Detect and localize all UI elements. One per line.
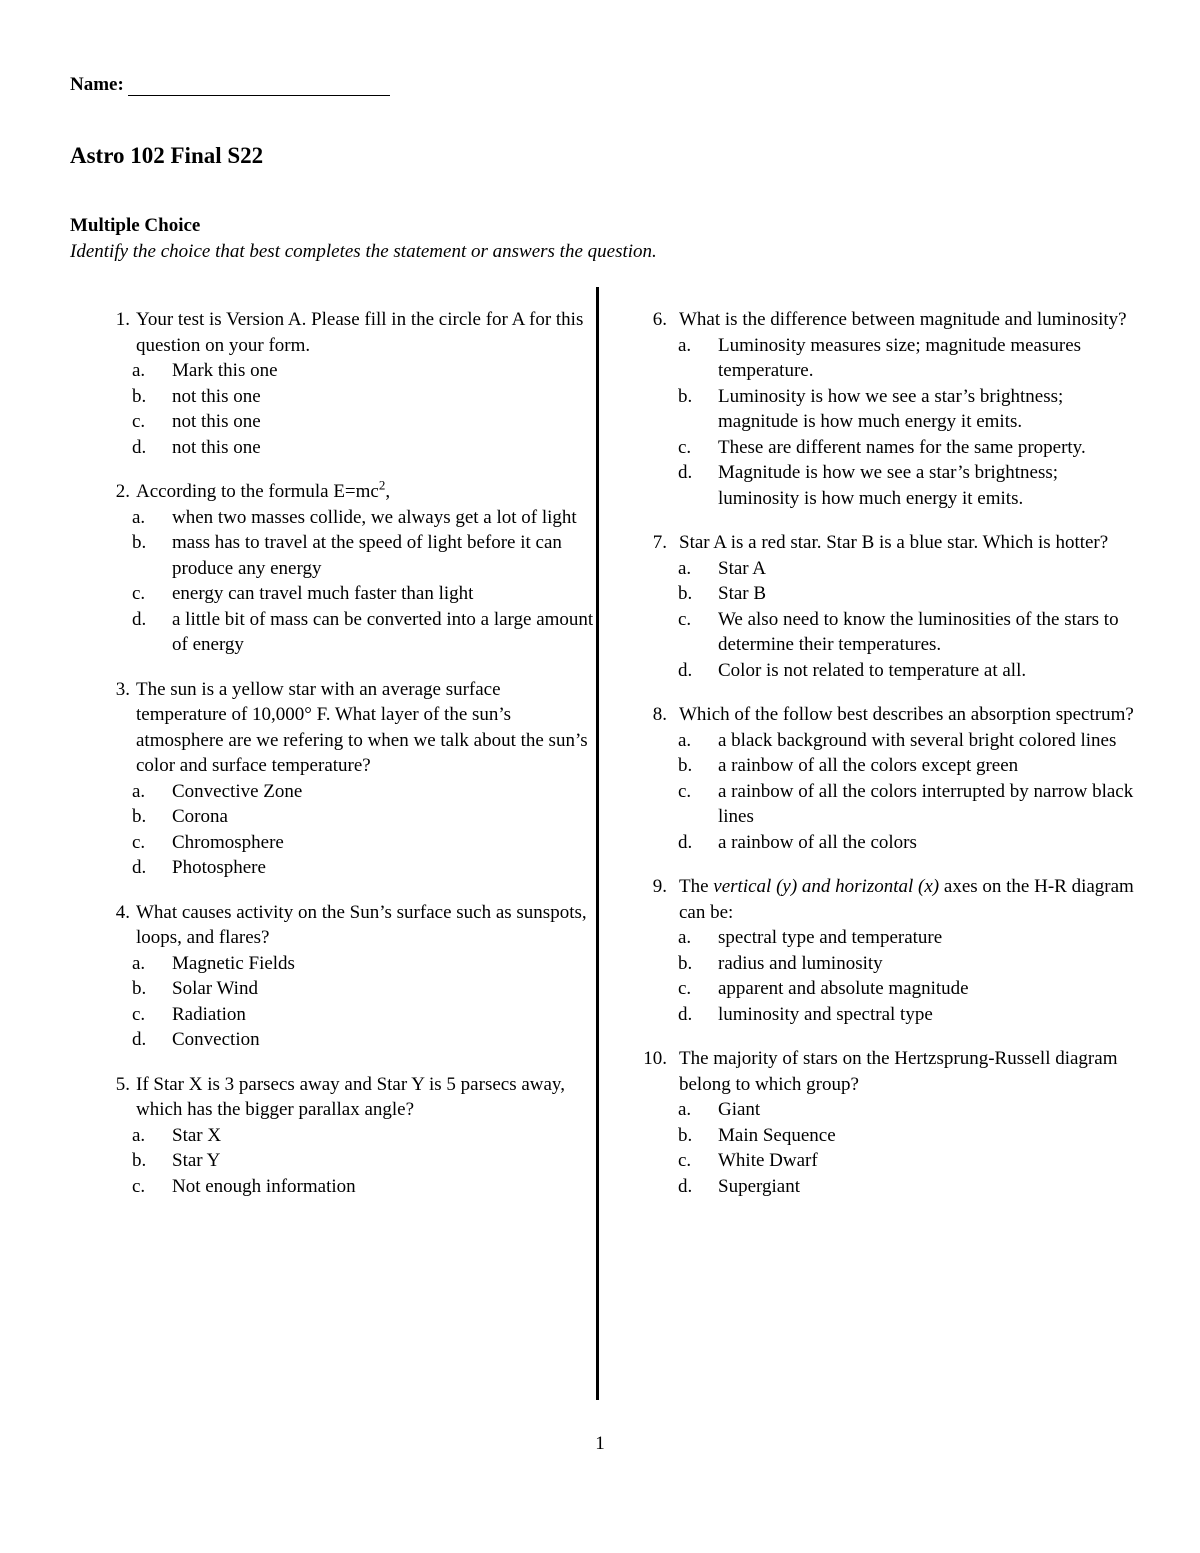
- choice-letter: d.: [132, 608, 147, 630]
- question-7: [632, 530, 1142, 683]
- choice-list: [678, 333, 1142, 512]
- choice[interactable]: [132, 358, 594, 384]
- question-5: [94, 1072, 594, 1200]
- choice-letter: d.: [678, 831, 693, 853]
- choice[interactable]: [132, 1123, 594, 1149]
- choice[interactable]: [132, 1174, 594, 1200]
- choice-list: [678, 1097, 1142, 1199]
- choice-text: energy can travel much faster than light: [172, 583, 474, 604]
- choice[interactable]: [678, 925, 1142, 951]
- question-text: [667, 874, 1142, 925]
- question-text: Which of the follow best describes an absorption spectrum?: [679, 704, 1134, 725]
- choice[interactable]: [678, 976, 1142, 1002]
- choice-letter: d.: [132, 436, 147, 458]
- choice-text: Convection: [172, 1029, 260, 1050]
- choice-text: White Dwarf: [718, 1150, 818, 1171]
- choice-text: apparent and absolute magnitude: [718, 978, 969, 999]
- choice-text: Not enough information: [172, 1175, 356, 1197]
- choice-list: [132, 505, 594, 658]
- choice-text: a little bit of mass can be converted into a large amount of energy: [172, 608, 594, 655]
- question-number: 3.: [115, 678, 130, 700]
- choice-letter: a.: [678, 1099, 692, 1120]
- name-field: [70, 74, 390, 96]
- question-text-end: axes on the H-R diagram can be:: [679, 876, 1134, 923]
- choice-letter: b.: [678, 583, 693, 604]
- choice-letter: b.: [132, 1150, 147, 1171]
- choice[interactable]: [132, 951, 594, 977]
- choice[interactable]: [132, 581, 594, 607]
- question-number: 1.: [115, 309, 130, 330]
- choice-letter: b.: [678, 1124, 693, 1146]
- question-9: [632, 874, 1142, 1027]
- question-4: [94, 900, 594, 1053]
- question-text-start: The: [679, 876, 714, 897]
- choice-text: spectral type and temperature: [718, 927, 943, 948]
- choice-letter: d.: [678, 659, 693, 681]
- choice[interactable]: [678, 333, 1142, 384]
- choice[interactable]: [132, 435, 594, 461]
- choice-letter: b.: [678, 385, 693, 407]
- choice[interactable]: [678, 728, 1142, 754]
- choice[interactable]: [678, 753, 1142, 779]
- choice-text: Photosphere: [172, 857, 266, 878]
- section-title: Multiple Choice: [70, 215, 201, 236]
- question-2: [94, 479, 594, 658]
- choice-letter: b.: [132, 385, 147, 407]
- question-text: The majority of stars on the Hertzsprung-Russell diagram belong to which group?: [679, 1048, 1118, 1095]
- choice-letter: a.: [678, 729, 692, 751]
- exam-title: Astro 102 Final S22: [70, 143, 264, 168]
- choice-text: Magnetic Fields: [172, 952, 295, 974]
- choice[interactable]: [132, 1027, 594, 1053]
- choice-letter: c.: [132, 831, 146, 853]
- choice[interactable]: [132, 855, 594, 881]
- choice-letter: a.: [132, 780, 146, 802]
- question-text-main: According to the formula E=mc: [136, 481, 379, 502]
- choice[interactable]: [678, 607, 1142, 658]
- choice-list: [132, 779, 594, 881]
- question-text-emphasis: vertical (y) and horizontal (x): [713, 876, 940, 897]
- choice[interactable]: [132, 607, 594, 658]
- choice-letter: d.: [678, 1003, 693, 1025]
- choice-list: [678, 728, 1142, 856]
- choice-letter: c.: [678, 436, 692, 458]
- question-number: 5.: [115, 1073, 130, 1095]
- choice[interactable]: [678, 460, 1142, 511]
- choice-list: [678, 925, 1142, 1027]
- choice[interactable]: [678, 1123, 1142, 1149]
- choice-list: [132, 951, 594, 1053]
- question-8: [632, 702, 1142, 855]
- choice-letter: d.: [678, 462, 693, 483]
- choice-text: Corona: [172, 806, 228, 827]
- choice[interactable]: [132, 1002, 594, 1028]
- question-text: If Star X is 3 parsecs away and Star Y is 5 parsecs away, which has the bigger parallax angle?: [136, 1073, 565, 1120]
- question-number: 4.: [115, 901, 130, 923]
- choice[interactable]: [678, 1148, 1142, 1174]
- instructions: Identify the choice that best completes the statement or answers the question.: [70, 241, 657, 262]
- choice-letter: b.: [132, 532, 147, 553]
- choice-letter: c.: [132, 411, 146, 432]
- choice[interactable]: [132, 779, 594, 805]
- choice-text: not this one: [172, 411, 261, 432]
- choice-list: [132, 1123, 594, 1200]
- choice[interactable]: [678, 1097, 1142, 1123]
- choice-letter: d.: [132, 1029, 147, 1050]
- choice[interactable]: [678, 581, 1142, 607]
- choice-letter: d.: [132, 857, 147, 878]
- question-text: Star A is a red star. Star B is a blue star. Which is hotter?: [679, 532, 1109, 553]
- choice-text: a rainbow of all the colors interrupted by narrow black lines: [718, 780, 1134, 827]
- choice[interactable]: [132, 804, 594, 830]
- choice[interactable]: [678, 435, 1142, 461]
- choice-text: not this one: [172, 436, 261, 458]
- question-number: 9.: [652, 876, 667, 897]
- choice-text: not this one: [172, 385, 261, 407]
- choice-text: Chromosphere: [172, 831, 284, 853]
- left-column: [94, 307, 594, 1218]
- choice-letter: c.: [132, 1003, 146, 1025]
- question-number: 7.: [652, 532, 667, 553]
- question-number: 2.: [115, 481, 130, 502]
- choice-text: a black background with several bright colored lines: [718, 729, 1117, 751]
- choice-text: Solar Wind: [172, 978, 258, 999]
- choice-text: Color is not related to temperature at all.: [718, 659, 1027, 681]
- choice-letter: b.: [678, 755, 693, 776]
- choice-text: luminosity and spectral type: [718, 1003, 933, 1025]
- choice-letter: a.: [132, 1124, 146, 1146]
- choice-text: Luminosity measures size; magnitude measures temperature.: [718, 334, 1082, 381]
- choice-text: Main Sequence: [718, 1124, 836, 1146]
- choice-letter: a.: [678, 557, 692, 579]
- choice[interactable]: [132, 1148, 594, 1174]
- choice-text: Luminosity is how we see a star’s brightness; magnitude is how much energy it emits.: [718, 385, 1064, 432]
- choice-text: Giant: [718, 1099, 761, 1120]
- choice-letter: c.: [132, 1175, 146, 1197]
- question-number: 6.: [652, 309, 667, 330]
- choice-letter: a.: [132, 506, 146, 528]
- choice-text: Star Y: [172, 1150, 221, 1171]
- question-text: Your test is Version A. Please fill in the circle for A for this question on your form.: [136, 309, 584, 356]
- choice-text: a rainbow of all the colors except green: [718, 755, 1019, 776]
- choice[interactable]: [678, 830, 1142, 856]
- choice[interactable]: [132, 505, 594, 531]
- name-label: Name:: [70, 74, 124, 95]
- choice-text: when two masses collide, we always get a lot of light: [172, 506, 577, 528]
- choice-letter: a.: [678, 334, 692, 356]
- choice[interactable]: [132, 530, 594, 581]
- choice-text: Star B: [718, 583, 767, 604]
- question-number: 10.: [643, 1048, 667, 1069]
- choice-letter: c.: [678, 780, 692, 802]
- question-text: [130, 479, 594, 505]
- choice-letter: a.: [678, 927, 692, 948]
- choice-text: Star X: [172, 1124, 222, 1146]
- choice-text: mass has to travel at the speed of light before it can produce any energy: [172, 532, 562, 579]
- question-10: [632, 1046, 1142, 1199]
- choice-text: a rainbow of all the colors: [718, 831, 917, 853]
- name-blank-line[interactable]: [128, 75, 390, 96]
- choice-letter: b.: [678, 952, 693, 974]
- question-3: [94, 677, 594, 881]
- question-1: [94, 307, 594, 460]
- choice[interactable]: [678, 384, 1142, 435]
- choice[interactable]: [678, 1002, 1142, 1028]
- choice[interactable]: [678, 658, 1142, 684]
- choice[interactable]: [678, 1174, 1142, 1200]
- superscript: 2: [378, 477, 386, 493]
- choice-letter: a.: [132, 360, 146, 381]
- right-column: [632, 307, 1142, 1218]
- choice-text: Convective Zone: [172, 780, 303, 802]
- question-text: What is the difference between magnitude and luminosity?: [679, 309, 1127, 330]
- choice[interactable]: [132, 384, 594, 410]
- choice-letter: c.: [678, 978, 692, 999]
- choice-letter: c.: [678, 608, 692, 630]
- choice-text: Mark this one: [172, 360, 278, 381]
- choice-letter: d.: [678, 1175, 693, 1197]
- question-text: The sun is a yellow star with an average surface temperature of 10,000° F. What layer of the sun’s atmosphere are we refering to when we talk about the sun’s color and surface temperature?: [136, 678, 588, 776]
- choice-text: radius and luminosity: [718, 952, 883, 974]
- choice[interactable]: [132, 976, 594, 1002]
- choice-list: [678, 556, 1142, 684]
- choice[interactable]: [678, 779, 1142, 830]
- question-text-end: ,: [385, 481, 391, 502]
- choice[interactable]: [132, 830, 594, 856]
- choice-letter: b.: [132, 806, 147, 827]
- choice[interactable]: [132, 409, 594, 435]
- question-text: What causes activity on the Sun’s surface such as sunspots, loops, and flares?: [136, 901, 587, 948]
- question-6: [632, 307, 1142, 511]
- column-divider: [596, 287, 599, 1400]
- choice-text: Radiation: [172, 1003, 246, 1025]
- choice-letter: a.: [132, 952, 146, 974]
- choice[interactable]: [678, 951, 1142, 977]
- choice-text: Star A: [718, 557, 767, 579]
- question-number: 8.: [652, 704, 667, 725]
- page-number: 1: [595, 1433, 605, 1454]
- choice-text: We also need to know the luminosities of the stars to determine their temperatures.: [718, 608, 1119, 655]
- choice-text: These are different names for the same property.: [718, 436, 1086, 458]
- choice-letter: c.: [132, 583, 146, 604]
- choice-text: Magnitude is how we see a star’s brightness; luminosity is how much energy it emits.: [718, 462, 1059, 509]
- choice-list: [132, 358, 594, 460]
- choice-text: Supergiant: [718, 1175, 800, 1197]
- choice-letter: b.: [132, 978, 147, 999]
- choice-letter: c.: [678, 1150, 692, 1171]
- choice[interactable]: [678, 556, 1142, 582]
